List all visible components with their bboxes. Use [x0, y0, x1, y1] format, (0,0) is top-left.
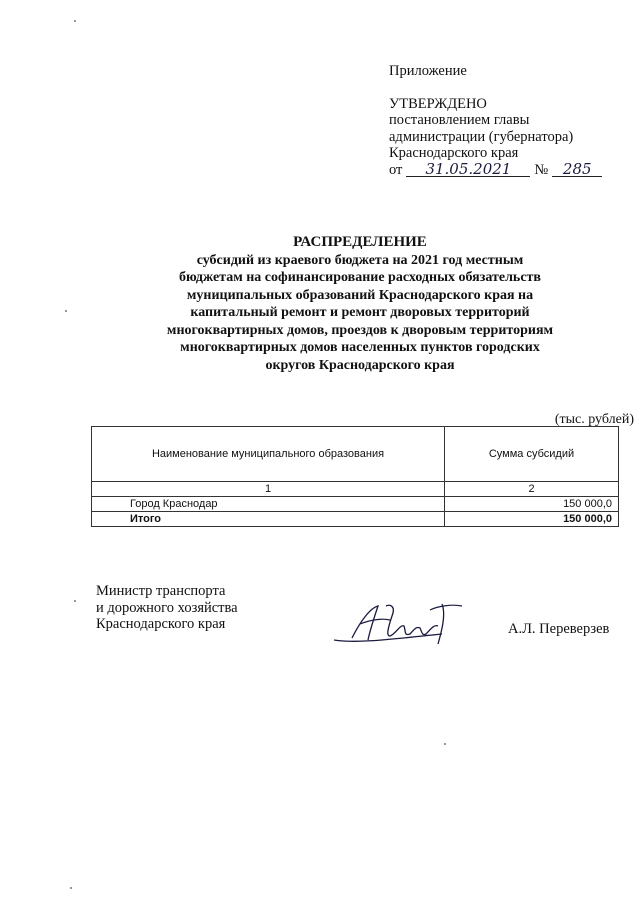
handwritten-signature [330, 600, 480, 648]
document-title [60, 234, 640, 374]
position-line-3: Краснодарского края [96, 616, 226, 632]
signer-name: А.Л. Переверзев [508, 621, 610, 637]
column-number: 2 [445, 482, 619, 497]
scan-speck [74, 20, 76, 22]
municipality-name: Город Краснодар [92, 497, 445, 512]
units-label: (тыс. рублей) [554, 412, 634, 427]
appendix-label: Приложение [389, 63, 467, 79]
scan-speck [70, 887, 72, 889]
scan-speck [74, 600, 76, 602]
title-line-4: капитальный ремонт и ремонт дворовых территорий [190, 305, 530, 320]
approval-line-3: Краснодарского края [389, 145, 519, 161]
handwritten-number: 285 [552, 162, 602, 177]
header-municipality: Наименование муниципального образования [92, 427, 445, 482]
approval-line-2: администрации (губернатора) [389, 128, 574, 145]
header-amount: Сумма субсидий [445, 427, 619, 482]
title-line-3: муниципальных образований Краснодарского края на [186, 287, 534, 303]
signer-position [96, 583, 238, 633]
title-line-2: бюджетам на софинансирование расходных обязательств [179, 270, 541, 285]
total-label: Итого [92, 512, 445, 527]
column-number-row [92, 482, 619, 497]
title-line-7: округов Краснодарского края [265, 357, 455, 373]
title-line-5: многоквартирных домов, проездов к дворовым территориям [166, 322, 554, 338]
subsidy-amount: 150 000,0 [445, 497, 619, 512]
approval-block [389, 63, 602, 178]
table-row [92, 497, 619, 512]
subsidy-table [91, 426, 619, 527]
from-label: от [389, 161, 403, 178]
column-number: 1 [92, 482, 445, 497]
scan-speck [65, 310, 67, 312]
number-label: № [534, 161, 549, 178]
title-line-6: многоквартирных домов населенных пунктов городских [180, 340, 540, 355]
total-amount: 150 000,0 [445, 512, 619, 527]
title-heading: РАСПРЕДЕЛЕНИЕ [293, 234, 427, 250]
handwritten-date: 31.05.2021 [406, 162, 530, 177]
position-line-1: Министр транспорта [96, 583, 226, 599]
approved-label: УТВЕРЖДЕНО [389, 95, 487, 112]
table-header-row [92, 427, 619, 482]
approval-line-1: постановлением главы [389, 112, 530, 128]
scan-speck [444, 743, 446, 745]
approval-date-line [389, 159, 602, 179]
title-line-1: субсидий из краевого бюджета на 2021 год местным [196, 252, 524, 268]
position-line-2: и дорожного хозяйства [96, 599, 238, 616]
total-row [92, 512, 619, 527]
